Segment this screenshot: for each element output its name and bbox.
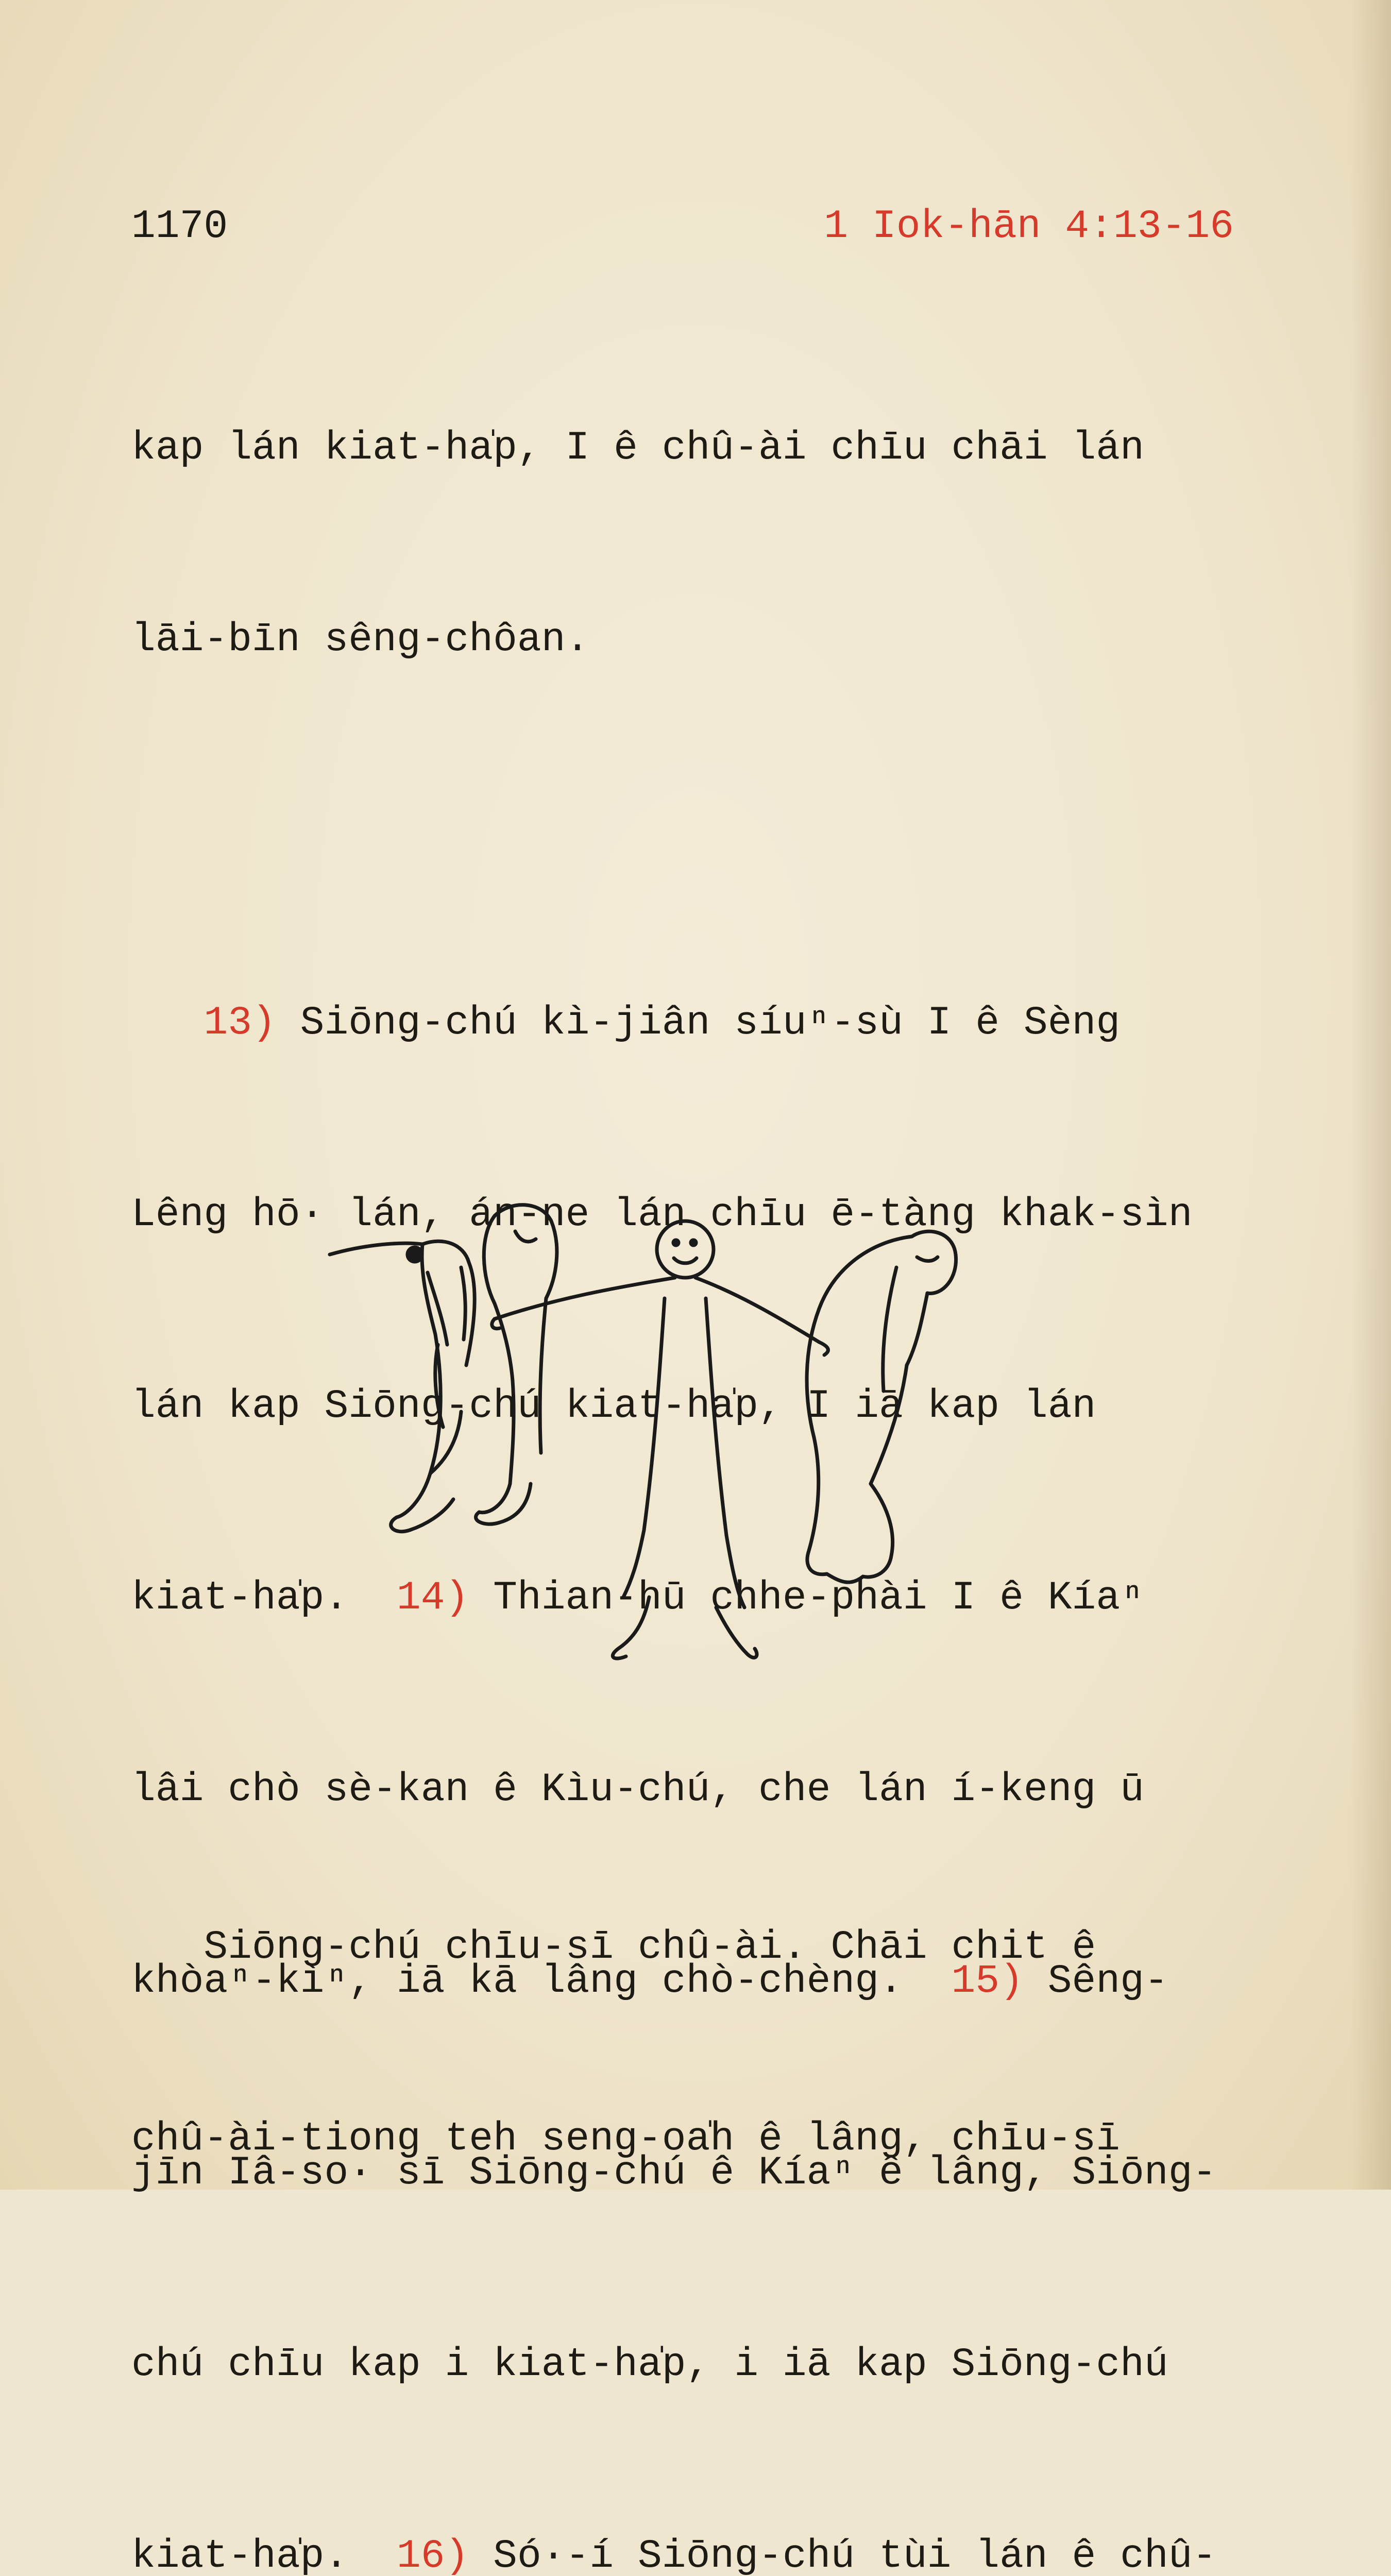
verse-number: 14)	[396, 1575, 469, 1621]
text-line: Lêng hō· lán, án-ne lán chīu ē-tàng khak-sìn	[131, 1192, 1193, 1238]
text-line: 13) Siōng-chú kì-jiân síuⁿ-sù I ê Sèng	[203, 1001, 1121, 1046]
page-number: 1170	[131, 204, 228, 249]
text-line: chú chīu kap i kiat-ha̍p, i iā kap Siōng-chú	[131, 2342, 1168, 2387]
page-edge-shadow	[1350, 0, 1391, 2190]
text-line: chû-ài-tiong teh seng-oa̍h ê lâng, chīu-sī	[131, 2116, 1121, 2162]
text-line: lán kap Siōng-chú kiat-ha̍p, I iā kap lán	[131, 1384, 1096, 1429]
verse-number: 15)	[951, 1959, 1024, 2004]
line-drawing-of-figures-icon	[325, 1195, 984, 1700]
closing-text	[131, 1788, 1285, 2299]
verse-number: 13)	[203, 1001, 276, 1046]
text-line: kap lán kiat-ha̍p, I ê chû-ài chīu chāi lán	[131, 426, 1144, 471]
text-line: lâi chò sè-kan ê Kìu-chú, che lán í-keng ū	[131, 1767, 1144, 1812]
text-line: lāi-bīn sêng-chôan.	[131, 617, 590, 663]
running-head: 1 Iok-hān 4:13-16	[824, 204, 1234, 249]
text-line: Siōng-chú chīu-sī chû-ài. Chāi chit ê	[131, 1925, 1096, 1970]
text-line: kiat-ha̍p. 16) Só·-í Siōng-chú tùi lán ê chû-	[131, 2524, 1285, 2576]
text-line: jīn Iâ-so· sī Siōng-chú ê Kíaⁿ ê lâng, Siōng-	[131, 2150, 1217, 2196]
verse-number: 16)	[396, 2534, 469, 2576]
text-line: khòaⁿ-kìⁿ, iā kā lâng chò-chèng. 15) Sêng-	[131, 1959, 1168, 2004]
paragraph-gap	[131, 800, 1285, 863]
text-line: kiat-ha̍p. 14) Thian-hū chhe-phài I ê Kíaⁿ	[131, 1575, 1144, 1621]
